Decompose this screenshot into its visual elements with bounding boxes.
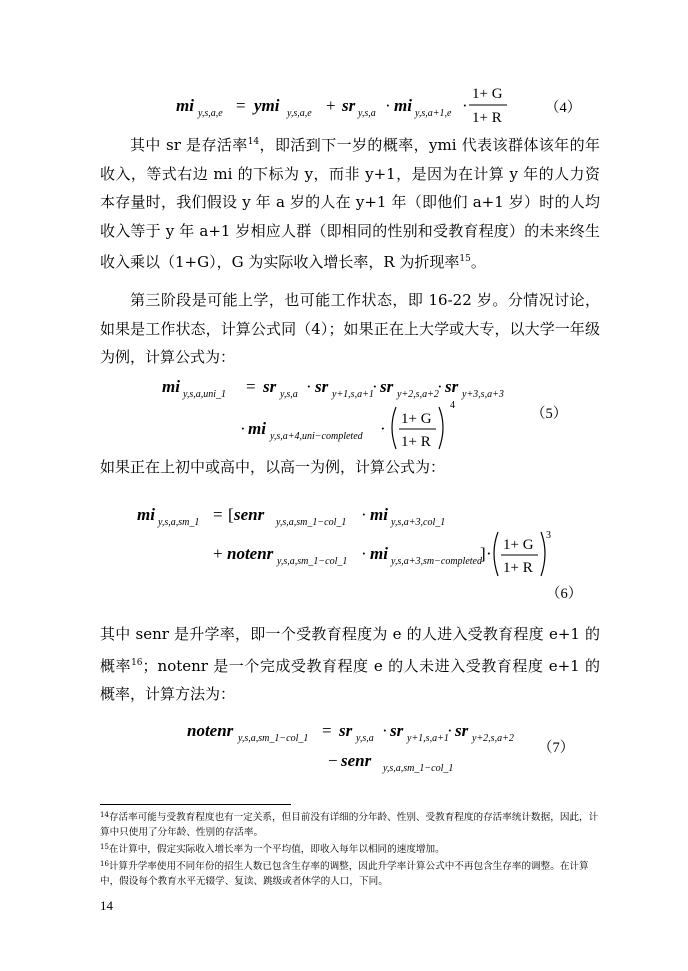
eq4-lhs-sub: y,s,a,e — [198, 108, 223, 119]
eq6-paren-right — [541, 532, 545, 576]
eq6-paren-left — [494, 532, 498, 576]
eq4-t2: sr — [342, 96, 356, 115]
footnote-16-mark: 16 — [100, 860, 109, 868]
eq4-frac-den: 1+ R — [472, 110, 502, 126]
eq7-t1-sub: y,s,a — [356, 733, 374, 744]
paragraph-3: 如果正在上初中或高中，以高一为例，计算公式为： — [100, 458, 446, 476]
eq4-eq: = — [236, 96, 246, 115]
eq6-lhs: mi — [137, 505, 155, 524]
eq6-t1: senr — [234, 505, 265, 524]
eq6-dot2: · — [361, 544, 367, 563]
footnote-ref-16[interactable]: 16 — [131, 657, 143, 668]
equation-7 — [185, 716, 515, 778]
eq7-t3: sr — [455, 721, 469, 740]
page-number: 14 — [100, 898, 113, 913]
eq6-eq: = — [213, 505, 223, 524]
eq7-t4: senr — [341, 751, 372, 770]
eq7-minus: − — [328, 751, 338, 770]
p4-text-a: 其中 senr 是升学率，即一个受教育程度为 e 的人进入受教育程度 e+1 的概率 — [100, 625, 600, 675]
eq7-lhs: notenr — [187, 721, 234, 740]
eq4-t1: ymi — [254, 96, 280, 115]
footnote-16-text: 计算升学率使用不同年份的招生人数已包含生存率的调整，因此升学率计算公式中不再包含生存率的调整。在计算中，假设每个教育水平无辍学、复读、跳级或者休学的人口，下同。 — [100, 861, 589, 887]
equation-6-number: （6） — [546, 586, 583, 602]
eq6-dot1: · — [361, 505, 367, 524]
eq6-t4-sub: y,s,a+3,sm−completed — [391, 556, 482, 567]
eq7-eq: = — [322, 721, 332, 740]
eq7-t3-sub: y+2,s,a+2 — [472, 733, 514, 744]
eq6-t4: mi — [370, 544, 388, 563]
eq6-plus: + — [213, 544, 223, 563]
eq5-exponent: 4 — [450, 400, 455, 411]
eq5-paren-right — [439, 407, 443, 449]
eq5-t1-sub: y,s,a — [280, 389, 298, 400]
p1-text-a: 其中 sr 是存活率 — [130, 136, 248, 154]
eq4-t1-sub: y,s,a,e — [287, 108, 312, 119]
footnote-15-text: 在计算中，假定实际收入增长率为一个平均值，即收入每年以相同的速度增加。 — [108, 844, 445, 855]
eq4-plus: + — [326, 96, 336, 115]
footnote-15-mark: 15 — [100, 843, 109, 851]
footnotes — [100, 808, 600, 889]
eq4-t3: mi — [394, 96, 412, 115]
eq7-t2-sub: y+1,s,a+1 — [407, 733, 449, 744]
eq4-frac-num: 1+ G — [472, 86, 503, 102]
equation-4 — [170, 78, 503, 128]
equation-6 — [135, 496, 595, 586]
paragraph-4 — [100, 620, 600, 709]
eq4-t2-sub: y,s,a — [358, 108, 376, 119]
eq5-dot5: · — [380, 419, 386, 438]
eq5-t2: sr — [315, 377, 329, 396]
eq7-dot2: · — [447, 721, 453, 740]
eq5-dot1: · — [306, 377, 312, 396]
eq5-dot4: · — [240, 419, 246, 438]
eq5-t5-sub: y,s,a+4,uni−completed — [270, 431, 363, 442]
eq5-t3: sr — [380, 377, 394, 396]
eq7-t2: sr — [390, 721, 404, 740]
paragraph-1 — [100, 128, 600, 277]
eq5-lhs-sub: y,s,a,uni_1 — [183, 389, 227, 400]
footnote-14 — [100, 808, 600, 840]
eq7-dot1: · — [382, 721, 388, 740]
eq6-t2: mi — [370, 505, 388, 524]
eq4-dot2: · — [462, 96, 468, 115]
eq6-bracket-open: [ — [228, 505, 234, 524]
p4-text-b: ；notenr 是一个完成受教育程度 e 的人未进入受教育程度 e+1 的概率，计算方法为： — [100, 656, 600, 703]
eq7-lhs-sub: y,s,a,sm_1−col_1 — [238, 733, 309, 744]
eq5-eq: = — [246, 377, 256, 396]
eq6-bracket-close: ] — [480, 544, 486, 563]
eq4-t3-sub: y,s,a+1,e — [415, 108, 452, 119]
eq5-dot2: · — [372, 377, 378, 396]
eq5-t3-sub: y+2,s,a+2 — [397, 389, 439, 400]
eq6-t3: notenr — [227, 544, 274, 563]
eq6-exponent: 3 — [546, 530, 551, 541]
equation-5-number: （5） — [531, 406, 568, 422]
eq5-t2-sub: y+1,s,a+1 — [332, 389, 374, 400]
eq6-t2-sub: y,s,a+3,col_1 — [391, 517, 446, 528]
eq6-t1-sub: y,s,a,sm_1−col_1 — [276, 517, 347, 528]
eq5-frac-den: 1+ R — [401, 434, 431, 450]
eq5-t5: mi — [248, 419, 266, 438]
eq5-dot3: · — [437, 377, 443, 396]
eq6-dot3: · — [486, 544, 492, 563]
eq6-t3-sub: y,s,a,sm_1−col_1 — [277, 556, 348, 567]
eq5-t4-sub: y+3,s,a+3 — [462, 389, 504, 400]
footnote-ref-14[interactable]: 14 — [247, 137, 260, 147]
eq6-frac-den: 1+ R — [503, 560, 533, 576]
equation-4-number: （4） — [545, 100, 582, 116]
eq5-paren-left — [392, 407, 396, 449]
eq6-lhs-sub: y,s,a,sm_1 — [158, 517, 200, 528]
footnote-14-text: 存活率可能与受教育程度也有一定关系，但目前没有详细的分年龄、性别、受教育程度的存活率统计数据，因此，计算中只使用了分年龄、性别的存活率。 — [100, 812, 599, 838]
paragraph-2: 第三阶段是可能上学，也可能工作状态，即 16-22 岁。分情况讨论，如果是工作状态，计算公式同（4）；如果正在上大学或大专，以大学一年级为例，计算公式为： — [100, 291, 600, 366]
eq5-lhs: mi — [162, 377, 180, 396]
p1-text-c: 。 — [470, 253, 486, 271]
footnote-14-mark: 14 — [100, 811, 109, 819]
footnote-15 — [100, 840, 600, 857]
eq4-lhs: mi — [176, 96, 194, 115]
eq5-frac-num: 1+ G — [401, 411, 432, 427]
eq5-t1: sr — [263, 377, 277, 396]
equation-7-number: （7） — [538, 740, 575, 756]
eq6-frac-num: 1+ G — [503, 537, 534, 553]
eq7-t1: sr — [339, 721, 353, 740]
eq7-t4-sub: y,s,a,sm_1−col_1 — [383, 763, 454, 774]
eq4-dot1: · — [385, 96, 391, 115]
equation-5 — [160, 368, 520, 458]
footnote-ref-15[interactable]: 15 — [459, 254, 471, 264]
p1-text-b: ，即活到下一岁的概率，ymi 代表该群体该年的年收入，等式右边 mi 的下标为 y，而非 y+1，是因为在计算 y 年的人力资本存量时，我们假设 y 年 a 岁的人在 y+1 年（即他们 a+1 岁）时的人均收入等于 y 年 a+1 岁相应人群（即相同的性别和受教育程度）的未来终生收入乘以（1+G），G 为实际收入增长率，R 为折现率 — [100, 136, 601, 271]
footnote-separator — [100, 804, 291, 805]
eq5-t4: sr — [445, 377, 459, 396]
footnote-16 — [100, 857, 600, 889]
